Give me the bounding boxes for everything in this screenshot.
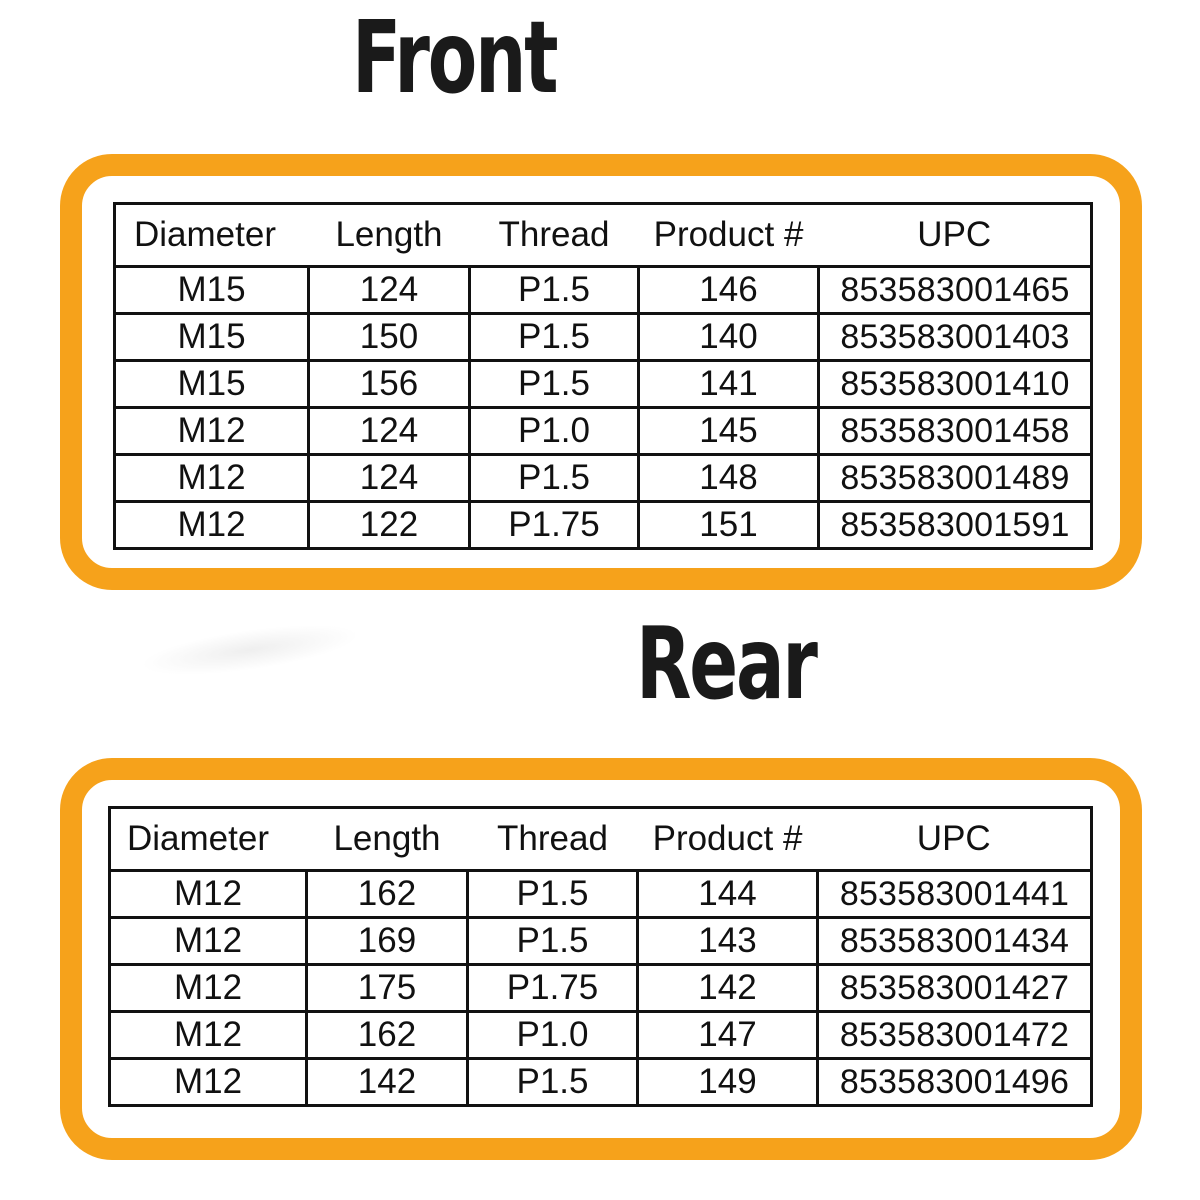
upc-cell: 853583001403 xyxy=(819,314,1092,361)
upc-cell: 853583001496 xyxy=(818,1059,1092,1106)
thread-cell: P1.0 xyxy=(468,1012,638,1059)
upc-cell: 853583001458 xyxy=(819,408,1092,455)
column-header-product-number: Product # xyxy=(638,808,818,871)
product-number-cell: 144 xyxy=(638,871,818,918)
rear-header-row xyxy=(110,808,1092,871)
product-number-cell: 140 xyxy=(639,314,819,361)
product-number-cell: 141 xyxy=(639,361,819,408)
thread-cell: P1.5 xyxy=(470,314,639,361)
upc-cell: 853583001489 xyxy=(819,455,1092,502)
upc-cell: 853583001465 xyxy=(819,267,1092,314)
column-header-thread: Thread xyxy=(468,808,638,871)
diameter-cell: M12 xyxy=(115,455,309,502)
length-cell: 156 xyxy=(309,361,470,408)
diameter-cell: M12 xyxy=(110,965,307,1012)
front-section-title: Front xyxy=(352,0,557,116)
column-header-thread: Thread xyxy=(470,204,639,267)
table-row xyxy=(110,1012,1092,1059)
rear-spec-table xyxy=(108,806,1093,1107)
rear-section-title: Rear xyxy=(636,605,816,722)
upc-cell: 853583001434 xyxy=(818,918,1092,965)
thread-cell: P1.5 xyxy=(470,361,639,408)
length-cell: 124 xyxy=(309,455,470,502)
diameter-cell: M15 xyxy=(115,314,309,361)
thread-cell: P1.5 xyxy=(468,1059,638,1106)
column-header-length: Length xyxy=(307,808,468,871)
length-cell: 162 xyxy=(307,1012,468,1059)
diameter-cell: M12 xyxy=(115,408,309,455)
length-cell: 124 xyxy=(309,408,470,455)
diameter-cell: M12 xyxy=(110,871,307,918)
length-cell: 169 xyxy=(307,918,468,965)
table-row xyxy=(110,965,1092,1012)
table-row xyxy=(115,361,1092,408)
upc-cell: 853583001441 xyxy=(818,871,1092,918)
front-header-row xyxy=(115,204,1092,267)
diameter-cell: M15 xyxy=(115,361,309,408)
column-header-product-number: Product # xyxy=(639,204,819,267)
background-smudge xyxy=(138,615,361,685)
diameter-cell: M12 xyxy=(110,1059,307,1106)
column-header-upc: UPC xyxy=(818,808,1092,871)
product-number-cell: 148 xyxy=(639,455,819,502)
length-cell: 162 xyxy=(307,871,468,918)
diameter-cell: M12 xyxy=(110,1012,307,1059)
thread-cell: P1.5 xyxy=(468,918,638,965)
diameter-cell: M12 xyxy=(110,918,307,965)
product-number-cell: 149 xyxy=(638,1059,818,1106)
thread-cell: P1.75 xyxy=(468,965,638,1012)
table-row xyxy=(110,1059,1092,1106)
front-spec-table xyxy=(113,202,1093,550)
column-header-diameter: Diameter xyxy=(115,204,309,267)
column-header-upc: UPC xyxy=(819,204,1092,267)
table-row xyxy=(110,871,1092,918)
thread-cell: P1.5 xyxy=(470,455,639,502)
column-header-diameter: Diameter xyxy=(110,808,307,871)
length-cell: 124 xyxy=(309,267,470,314)
table-row xyxy=(110,918,1092,965)
table-row xyxy=(115,408,1092,455)
table-row xyxy=(115,455,1092,502)
thread-cell: P1.0 xyxy=(470,408,639,455)
length-cell: 122 xyxy=(309,502,470,549)
upc-cell: 853583001472 xyxy=(818,1012,1092,1059)
length-cell: 175 xyxy=(307,965,468,1012)
table-row xyxy=(115,314,1092,361)
diameter-cell: M12 xyxy=(115,502,309,549)
table-row xyxy=(115,267,1092,314)
product-number-cell: 142 xyxy=(638,965,818,1012)
upc-cell: 853583001591 xyxy=(819,502,1092,549)
thread-cell: P1.75 xyxy=(470,502,639,549)
product-number-cell: 151 xyxy=(639,502,819,549)
thread-cell: P1.5 xyxy=(468,871,638,918)
product-number-cell: 147 xyxy=(638,1012,818,1059)
upc-cell: 853583001427 xyxy=(818,965,1092,1012)
column-header-length: Length xyxy=(309,204,470,267)
product-number-cell: 146 xyxy=(639,267,819,314)
product-number-cell: 143 xyxy=(638,918,818,965)
product-number-cell: 145 xyxy=(639,408,819,455)
length-cell: 150 xyxy=(309,314,470,361)
length-cell: 142 xyxy=(307,1059,468,1106)
thread-cell: P1.5 xyxy=(470,267,639,314)
table-row xyxy=(115,502,1092,549)
diameter-cell: M15 xyxy=(115,267,309,314)
upc-cell: 853583001410 xyxy=(819,361,1092,408)
